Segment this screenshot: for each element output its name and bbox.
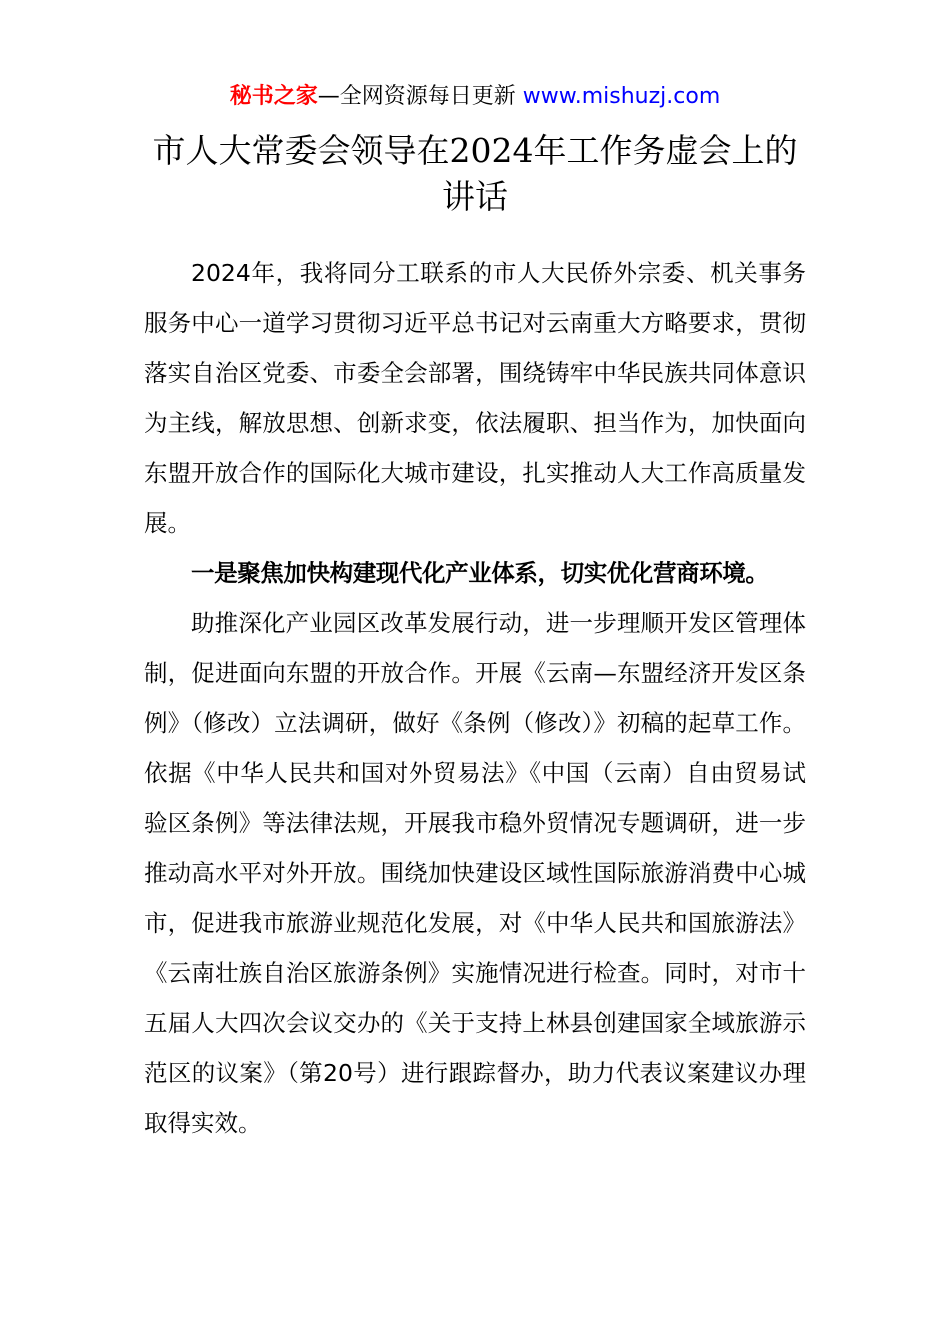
document-title [140, 128, 810, 220]
section-heading: 一是聚焦加快构建现代化产业体系，切实优化营商环境。 [191, 559, 769, 587]
site-header [0, 82, 950, 112]
site-name: 秘书之家 [229, 84, 318, 109]
title-suffix: 年工作务虚会上的讲话 [442, 131, 798, 216]
document-body [144, 248, 806, 1148]
site-tagline: —全网资源每日更新 [317, 84, 516, 109]
title-year: 2024 [449, 131, 534, 170]
site-url-link[interactable]: www.mishuzj.com [522, 84, 721, 109]
title-prefix: 市人大常委会领导在 [152, 131, 450, 170]
body-paragraph: 助推深化产业园区改革发展行动，进一步理顺开发区管理体制，促进面向东盟的开放合作。开展《云南—东盟经济开发区条例》（修改）立法调研，做好《条例（修改）》初稿的起草工作。依据《中华人民共和国对外贸易法》《中国（云南）自由贸易试验区条例》等法律法规，开展我市稳外贸情况专题调研，进一步推动高水平对外开放。围绕加快建设区域性国际旅游消费中心城市，促进我市旅游业规范化发展，对《中华人民共和国旅游法》《云南壮族自治区旅游条例》实施情况进行检查。同时，对市十五届人大四次会议交办的《关于支持上林县创建国家全域旅游示范区的议案》（第20号）进行跟踪督办，助力代表议案建议办理取得实效。 [144, 609, 806, 1137]
intro-paragraph: 2024年，我将同分工联系的市人大民侨外宗委、机关事务服务中心一道学习贯彻习近平总书记对云南重大方略要求，贯彻落实自治区党委、市委全会部署，围绕铸牢中华民族共同体意识为主线，解放思想、创新求变，依法履职、担当作为，加快面向东盟开放合作的国际化大城市建设，扎实推动人大工作高质量发展。 [144, 259, 806, 537]
